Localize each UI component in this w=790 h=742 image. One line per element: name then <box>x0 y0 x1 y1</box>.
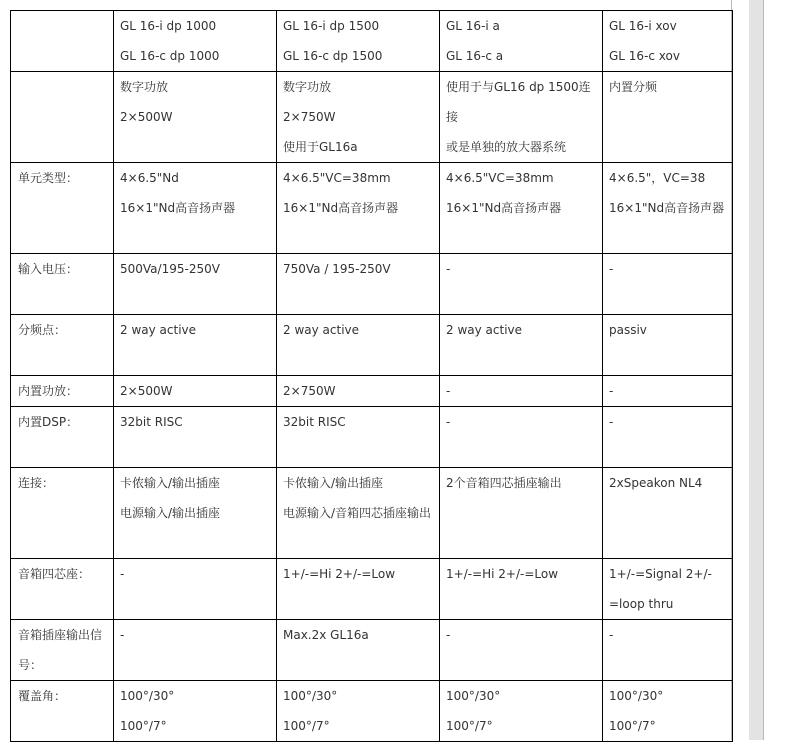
spec-line: 卡侬输入/输出插座 <box>120 476 221 490</box>
spec-line: 16×1"Nd高音扬声器 <box>446 201 562 215</box>
empty-label-cell <box>11 72 114 163</box>
model-name: GL 16-c dp 1500 <box>283 49 383 63</box>
spec-line: 16×1"Nd高音扬声器 <box>609 201 725 215</box>
description-line: 2×750W <box>283 110 336 124</box>
spec-cell: 1+/-=Hi 2+/-=Low <box>440 559 603 620</box>
spec-line: 卡侬输入/输出插座 <box>283 476 384 490</box>
description-cell <box>277 72 440 163</box>
description-line: 数字功放 <box>283 80 332 94</box>
spec-cell: 2 way active <box>114 315 277 376</box>
spec-line: 16×1"Nd高音扬声器 <box>283 201 399 215</box>
spec-cell: 2×750W <box>277 376 440 407</box>
spec-cell: 2个音箱四芯插座输出 <box>440 468 603 559</box>
spec-cell: - <box>603 407 733 468</box>
description-line: 使用于GL16a <box>283 140 358 154</box>
row-label-speakon-pinout: 音箱四芯座： <box>11 559 114 620</box>
row-label-connections: 连接： <box>11 468 114 559</box>
row-label-coverage: 覆盖角： <box>11 681 114 742</box>
spec-line: 电源输入/输出插座 <box>120 506 221 520</box>
spec-cell: 32bit RISC <box>277 407 440 468</box>
spec-cell <box>603 163 733 254</box>
description-cell <box>440 72 603 163</box>
empty-corner-cell <box>11 11 114 72</box>
spec-cell: 2xSpeakon NL4 <box>603 468 733 559</box>
spec-line: 100°/7° <box>609 719 656 733</box>
table-row-speaker-output <box>11 620 733 681</box>
model-cell-a <box>440 11 603 72</box>
spec-cell: 750Va / 195-250V <box>277 254 440 315</box>
spec-cell <box>277 468 440 559</box>
spec-line: 100°/30° <box>283 689 338 703</box>
spec-cell: - <box>603 376 733 407</box>
model-name: GL 16-i dp 1500 <box>283 19 380 33</box>
model-name: GL 16-i a <box>446 19 500 33</box>
description-line: 数字功放 <box>120 80 169 94</box>
spec-cell <box>277 681 440 742</box>
spec-line: 100°/7° <box>283 719 330 733</box>
model-cell-dp1000 <box>114 11 277 72</box>
description-line: 2×500W <box>120 110 173 124</box>
model-cell-dp1500 <box>277 11 440 72</box>
spec-cell: 2 way active <box>440 315 603 376</box>
spec-line: 4×6.5"VC=38mm <box>446 171 554 185</box>
spec-cell <box>440 681 603 742</box>
spec-cell: - <box>603 254 733 315</box>
row-label-internal-dsp: 内置DSP： <box>11 407 114 468</box>
description-line: 使用于与GL16 dp 1500连接 <box>446 80 591 124</box>
page-side-track <box>749 0 763 740</box>
spec-line: 100°/7° <box>446 719 493 733</box>
spec-line: 100°/30° <box>120 689 175 703</box>
table-row-description <box>11 72 733 163</box>
table-row-internal-dsp <box>11 407 733 468</box>
table-row-connections <box>11 468 733 559</box>
spec-cell: 1+/-=Signal 2+/-=loop thru <box>603 559 733 620</box>
spec-cell <box>114 681 277 742</box>
row-label-internal-amp: 内置功放： <box>11 376 114 407</box>
description-cell <box>603 72 733 163</box>
spec-line: 100°/7° <box>120 719 167 733</box>
spec-cell: 2×500W <box>114 376 277 407</box>
table-row-models <box>11 11 733 72</box>
spec-cell <box>440 163 603 254</box>
spec-cell <box>277 163 440 254</box>
spec-cell <box>114 468 277 559</box>
spec-line: 4×6.5"Nd <box>120 171 179 185</box>
table-row-internal-amp <box>11 376 733 407</box>
spec-cell: - <box>114 559 277 620</box>
spec-cell: Max.2x GL16a <box>277 620 440 681</box>
row-label-driver-type: 单元类型： <box>11 163 114 254</box>
spec-line: 4×6.5"，VC=38 <box>609 171 706 185</box>
model-name: GL 16-c dp 1000 <box>120 49 220 63</box>
spec-line: 100°/30° <box>609 689 664 703</box>
spec-line: 100°/30° <box>446 689 501 703</box>
table-row-crossover <box>11 315 733 376</box>
table-row-coverage <box>11 681 733 742</box>
spec-line: 电源输入/音箱四芯插座输出 <box>283 506 432 520</box>
spec-cell: - <box>440 254 603 315</box>
row-label-speaker-output: 音箱插座输出信号： <box>11 620 114 681</box>
model-name: GL 16-i xov <box>609 19 677 33</box>
speaker-spec-table <box>10 10 733 742</box>
model-cell-xov <box>603 11 733 72</box>
spec-line: 16×1"Nd高音扬声器 <box>120 201 236 215</box>
description-cell <box>114 72 277 163</box>
model-name: GL 16-i dp 1000 <box>120 19 217 33</box>
spec-cell: passiv <box>603 315 733 376</box>
row-label-crossover: 分频点： <box>11 315 114 376</box>
model-name: GL 16-c xov <box>609 49 680 63</box>
spec-cell: - <box>440 620 603 681</box>
table-row-driver-type <box>11 163 733 254</box>
spec-cell: 1+/-=Hi 2+/-=Low <box>277 559 440 620</box>
description-line: 或是单独的放大器系统 <box>446 140 567 154</box>
table-row-input-voltage <box>11 254 733 315</box>
table-row-speakon-pinout <box>11 559 733 620</box>
spec-cell: - <box>114 620 277 681</box>
spec-cell: - <box>440 376 603 407</box>
spec-cell: - <box>440 407 603 468</box>
spec-cell: 32bit RISC <box>114 407 277 468</box>
spec-line: 4×6.5"VC=38mm <box>283 171 391 185</box>
spec-cell: 2 way active <box>277 315 440 376</box>
spec-cell <box>114 163 277 254</box>
spec-cell: 500Va/195-250V <box>114 254 277 315</box>
spec-cell: - <box>603 620 733 681</box>
spec-cell <box>603 681 733 742</box>
row-label-input-voltage: 输入电压： <box>11 254 114 315</box>
page-divider-right <box>763 0 764 740</box>
description-line: 内置分频 <box>609 80 658 94</box>
model-name: GL 16-c a <box>446 49 504 63</box>
